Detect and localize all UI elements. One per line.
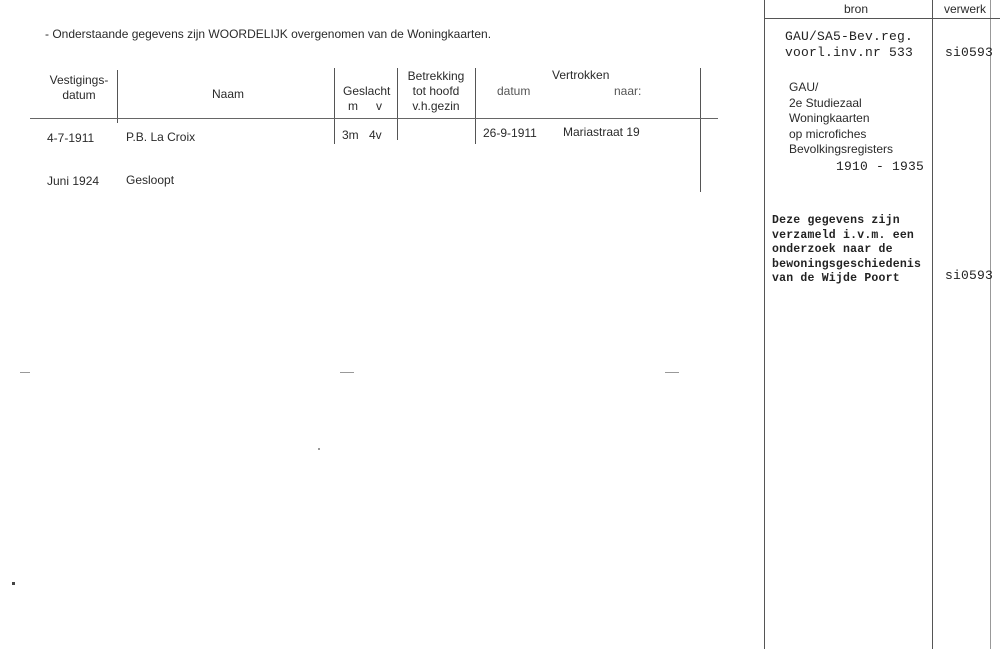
panel-right-edge <box>990 0 991 649</box>
header-geslacht: Geslacht <box>343 84 391 98</box>
header-bron: bron <box>844 2 869 16</box>
header-vertrokken-datum: datum <box>497 84 531 98</box>
intro-text: - Onderstaande gegevens zijn WOORDELIJK overgenomen van de Woningkaarten. <box>45 27 492 41</box>
source2-years: 1910 - 1935 <box>836 159 925 174</box>
row1-name: P.B. La Croix <box>126 130 196 144</box>
header-geslacht-m: m <box>348 99 358 113</box>
scan-speck <box>340 372 354 373</box>
table-divider <box>334 68 335 144</box>
scan-speck <box>665 372 679 373</box>
row1-left-date: 26-9-1911 <box>483 126 537 140</box>
row1-m: 3m <box>342 128 359 142</box>
scan-speck <box>20 372 30 373</box>
code1: si0593 <box>945 45 994 60</box>
panel-middle-border <box>932 0 933 649</box>
header-rule <box>30 118 718 119</box>
row1-date: 4-7-1911 <box>47 131 95 145</box>
research-note: Deze gegevens zijn verzameld i.v.m. een onderzoek naar de bewoningsgeschiedenis van de Wijde Poort <box>772 214 922 285</box>
table-divider <box>700 68 701 192</box>
row2-date: Juni 1924 <box>47 174 100 188</box>
row1-to: Mariastraat 19 <box>563 125 640 139</box>
panel-header-rule <box>764 18 1000 19</box>
table-divider <box>397 68 398 140</box>
header-geslacht-v: v <box>376 99 382 113</box>
header-verwerk: verwerk <box>944 2 987 16</box>
header-vestigingsdatum: Vestigings- datum <box>49 73 109 102</box>
header-vertrokken-naar: naar: <box>614 84 642 98</box>
row1-v: 4v <box>369 128 382 142</box>
header-vertrokken: Vertrokken <box>552 68 610 82</box>
scan-speck <box>318 448 320 450</box>
header-naam: Naam <box>212 87 245 101</box>
source2: GAU/ 2e Studiezaal Woningkaarten op microfiches Bevolkingsregisters <box>789 80 894 156</box>
scan-speck <box>12 582 15 585</box>
source1: GAU/SA5-Bev.reg. voorl.inv.nr 533 <box>785 29 914 60</box>
panel-left-border <box>764 0 765 649</box>
row2-name: Gesloopt <box>126 173 175 187</box>
code2: si0593 <box>945 268 994 283</box>
header-betrekking: Betrekking tot hoofd v.h.gezin <box>407 69 465 113</box>
table-divider <box>475 68 476 144</box>
